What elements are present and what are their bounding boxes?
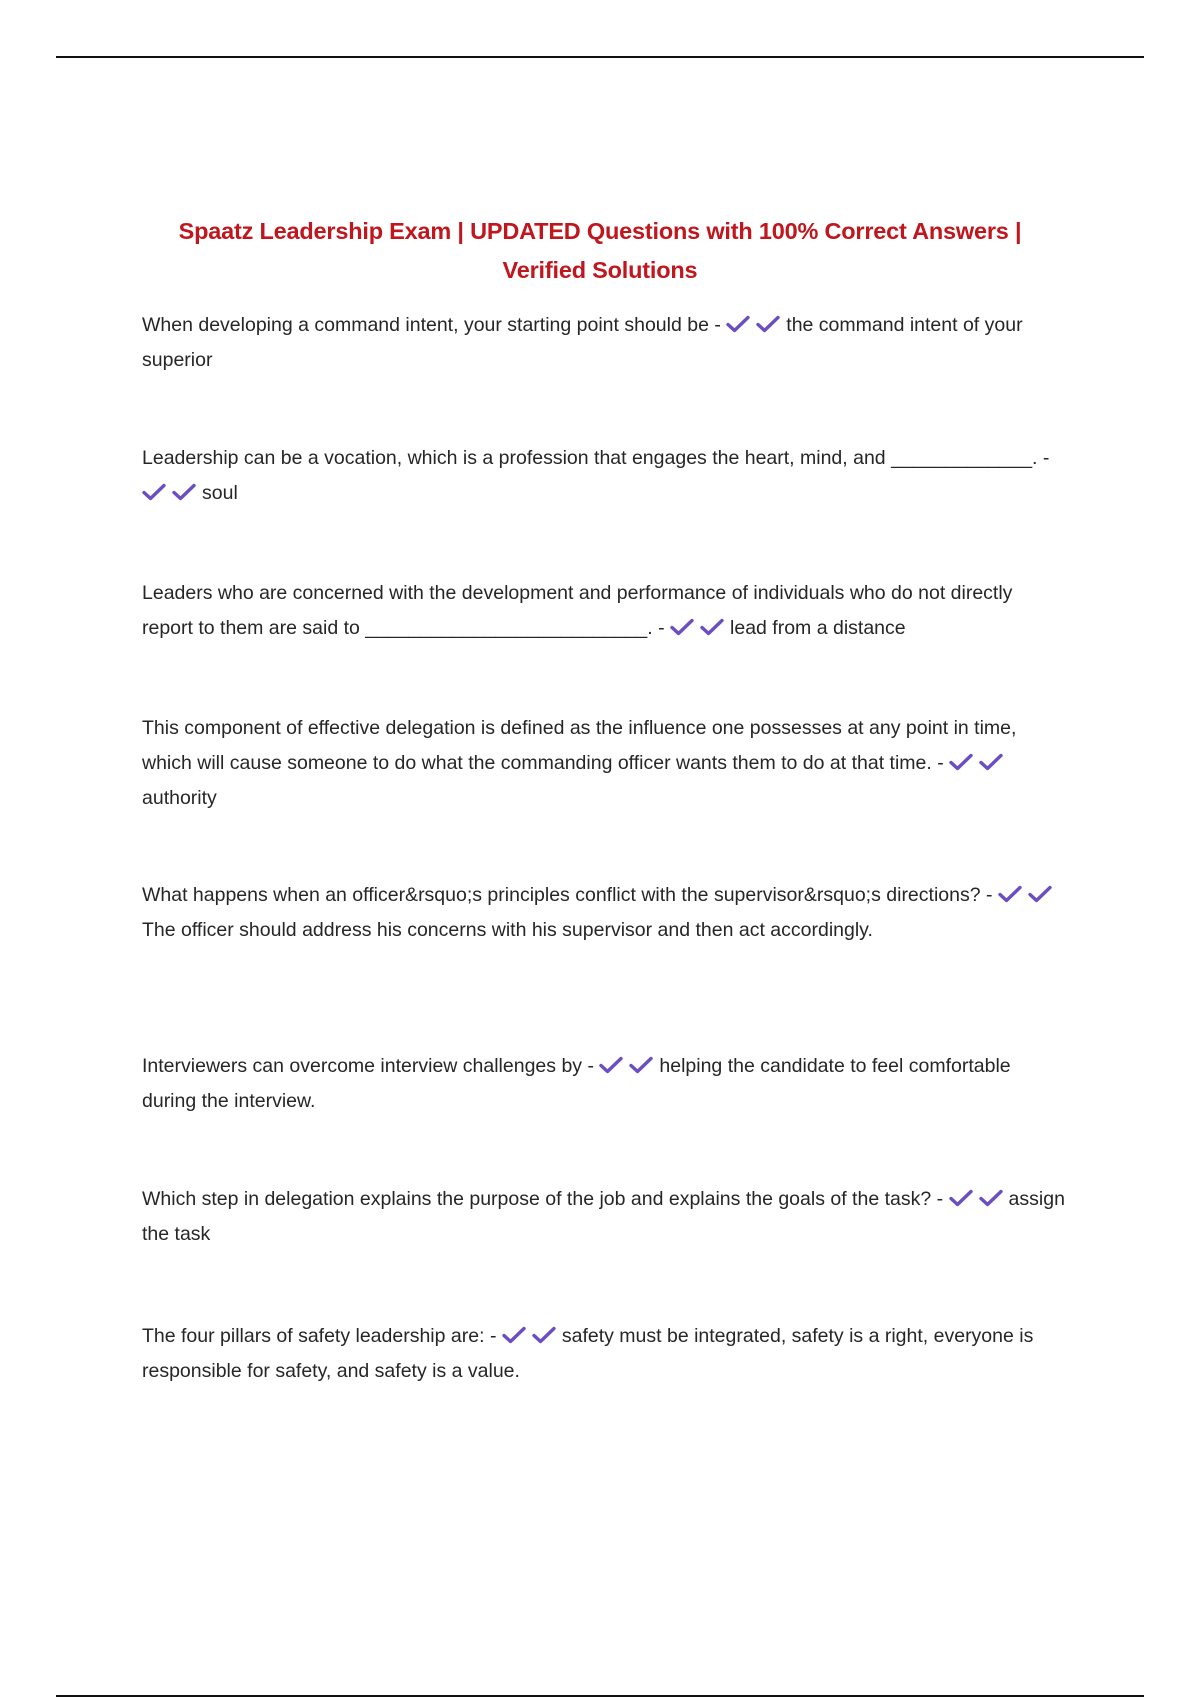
answer-separator: - — [714, 314, 721, 336]
answer-text: The officer should address his concerns with his supervisor and then act accordingly. — [142, 919, 873, 941]
qa-item — [142, 308, 1067, 378]
qa-item — [142, 1049, 1067, 1119]
qa-item — [142, 1182, 1067, 1252]
check-icon — [172, 483, 197, 501]
question-text: Interviewers can overcome interview challenges by — [142, 1055, 583, 1077]
question-text: What happens when an officer&rsquo;s principles conflict with the supervisor&rsquo;s directions? — [142, 884, 981, 906]
check-icon — [949, 1189, 974, 1207]
answer-text: helping the candidate to feel comfortable during the interview. — [142, 1055, 1011, 1112]
answer-separator: - — [489, 1325, 497, 1347]
check-icon — [756, 315, 781, 333]
answer-separator: - — [937, 752, 944, 774]
check-icon — [599, 1056, 624, 1074]
answer-text: safety must be integrated, safety is a right, everyone is responsible for safety, and safety is a value. — [142, 1325, 1034, 1382]
check-icon — [142, 483, 167, 501]
qa-item — [142, 878, 1067, 948]
answer-separator: - — [1042, 447, 1050, 469]
footer-rule — [56, 1695, 1144, 1697]
check-icon — [998, 885, 1023, 903]
check-icon — [532, 1326, 557, 1344]
answer-text: authority — [142, 787, 217, 809]
check-icon — [726, 315, 751, 333]
qa-item — [142, 441, 1067, 511]
qa-item — [142, 1319, 1067, 1389]
question-text: When developing a command intent, your starting point should be — [142, 314, 709, 336]
check-icon — [700, 618, 725, 636]
question-text: Leadership can be a vocation, which is a profession that engages the heart, mind, and _____________. — [142, 447, 1038, 469]
answer-text: assign the task — [142, 1188, 1065, 1245]
check-icon — [629, 1056, 654, 1074]
answer-separator: - — [658, 617, 665, 639]
answer-text: soul — [202, 482, 238, 504]
answer-separator: - — [986, 884, 993, 906]
check-icon — [502, 1326, 527, 1344]
answer-text: lead from a distance — [730, 617, 906, 639]
answer-separator: - — [587, 1055, 594, 1077]
check-icon — [1028, 885, 1053, 903]
header-rule — [56, 56, 1144, 58]
document-title: Spaatz Leadership Exam | UPDATED Questions with 100% Correct Answers | Verified Solutions — [178, 218, 1022, 283]
question-text: The four pillars of safety leadership are: — [142, 1325, 485, 1347]
check-icon — [949, 753, 974, 771]
qa-item — [142, 576, 1067, 646]
answer-separator: - — [936, 1188, 944, 1210]
check-icon — [979, 1189, 1004, 1207]
check-icon — [670, 618, 695, 636]
qa-item — [142, 711, 1067, 816]
answer-text: the command intent of your superior — [142, 314, 1023, 371]
question-text: Leaders who are concerned with the development and performance of individuals who do not directly report to them are said to __________________________. — [142, 582, 1013, 639]
check-icon — [979, 753, 1004, 771]
question-text: Which step in delegation explains the purpose of the job and explains the goals of the task? — [142, 1188, 932, 1210]
question-text: This component of effective delegation is defined as the influence one possesses at any point in time, which will cause someone to do what the commanding officer wants them to do at that time. — [142, 717, 1017, 774]
